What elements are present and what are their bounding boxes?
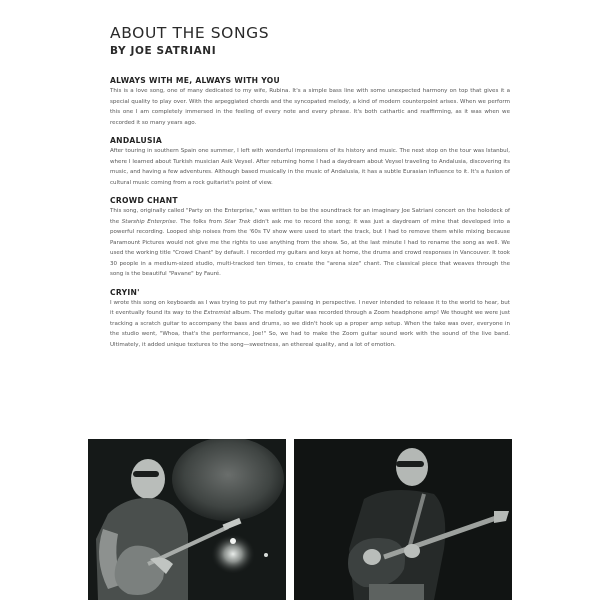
text-run: didn't ask me to record the song; it was just a daydream of mine that developed into a powerful recording. Looped ship noises from the '60s TV show were used to start the track, but I had to remove them while mixing because Paramount Pictures would not give me the rights to use anything from the show. So, at the last minute I had to rename the song as well. We used the working title "Crowd Chant" by default. I recorded my guitars and keys at home, the drums and crowd responses in Vancouver. It took 30 people in a medium-sized studio, multi-tracked ten times, to create the "arena size" chant. The classical piece that weaves through the song is the beautiful "Pavane" by Fauré. xyxy=(110,218,510,277)
concert-photo-right xyxy=(294,439,512,600)
song-description xyxy=(110,206,510,280)
song-description: After touring in southern Spain one summer, I left with wonderful impressions of its history and music. The next stop on the tour was Istanbul, where I learned about Turkish musician Asik Veysel. After returning home I had a daydream about Veysel traveling to Andalusia, discovering its music, and having a few adventures. Although based musically in the music of Andalusia, it has a subtle Eurasian influence to it. It's a fusion of cultural music coming from a rock guitarist's point of view. xyxy=(110,148,510,186)
italic-title: Starship Enterprise xyxy=(121,218,176,225)
song-heading: CRYIN' xyxy=(110,287,140,297)
concert-photo-left xyxy=(88,439,286,600)
song-heading: ANDALUSIA xyxy=(110,136,163,145)
text-run: This song, originally called "Party on the Enterprise," was written to be the soundtrack for an imaginary Joe Satriani concert on the holodeck of the xyxy=(110,208,510,225)
song-section-andalusia xyxy=(110,136,510,188)
italic-title: Star Trek xyxy=(224,218,251,225)
text-run: I wrote this song on keyboards as I was trying to put my father's passing in perspective. I never intended to release it to the world to hear, but it eventually found its way to the xyxy=(110,299,510,316)
song-heading: CROWD CHANT xyxy=(110,196,178,205)
text-run: . The folks from xyxy=(175,218,225,225)
text-run: album. The melody guitar was recorded through a Zoom headphone amp! We thought we were just tracking a scratch guitar to accompany the bass and drums, so we didn't hook up a proper amp setup. When the take was over, everyone in the studio went, "Whoa, that's the performance, Joe!" So, we had to make the Zoom guitar sound work with the sound of the live band. Ultimately, it added unique textures to the song—sweetness, an ethereal quality, and a lot of emotion. xyxy=(110,310,510,348)
song-section-cryin xyxy=(110,288,510,351)
song-description: This is a love song, one of many dedicated to my wife, Rubina. It's a simple bass line with some unexpected harmony on top that gives it a special quality to play over. With the arpeggiated chords and the syncopated melody, a kind of modern counterpoint arises. When we perform this one I am completely immersed in the feeling of every note and every phrase. It's both cathartic and reaffirming, as it was when we recorded it so many years ago. xyxy=(110,88,510,126)
guitarist-gong-image xyxy=(88,439,286,600)
guitarist-dark-background-image xyxy=(294,439,512,600)
song-description xyxy=(110,298,510,351)
songs-content xyxy=(110,76,510,358)
italic-title: Extremist xyxy=(203,310,231,316)
song-section-always-with-me xyxy=(110,76,510,128)
page-byline: BY JOE SATRIANI xyxy=(110,45,217,57)
song-section-crowd-chant xyxy=(110,196,510,280)
page-title: ABOUT THE SONGS xyxy=(110,24,270,42)
song-heading: ALWAYS WITH ME, ALWAYS WITH YOU xyxy=(110,76,281,85)
